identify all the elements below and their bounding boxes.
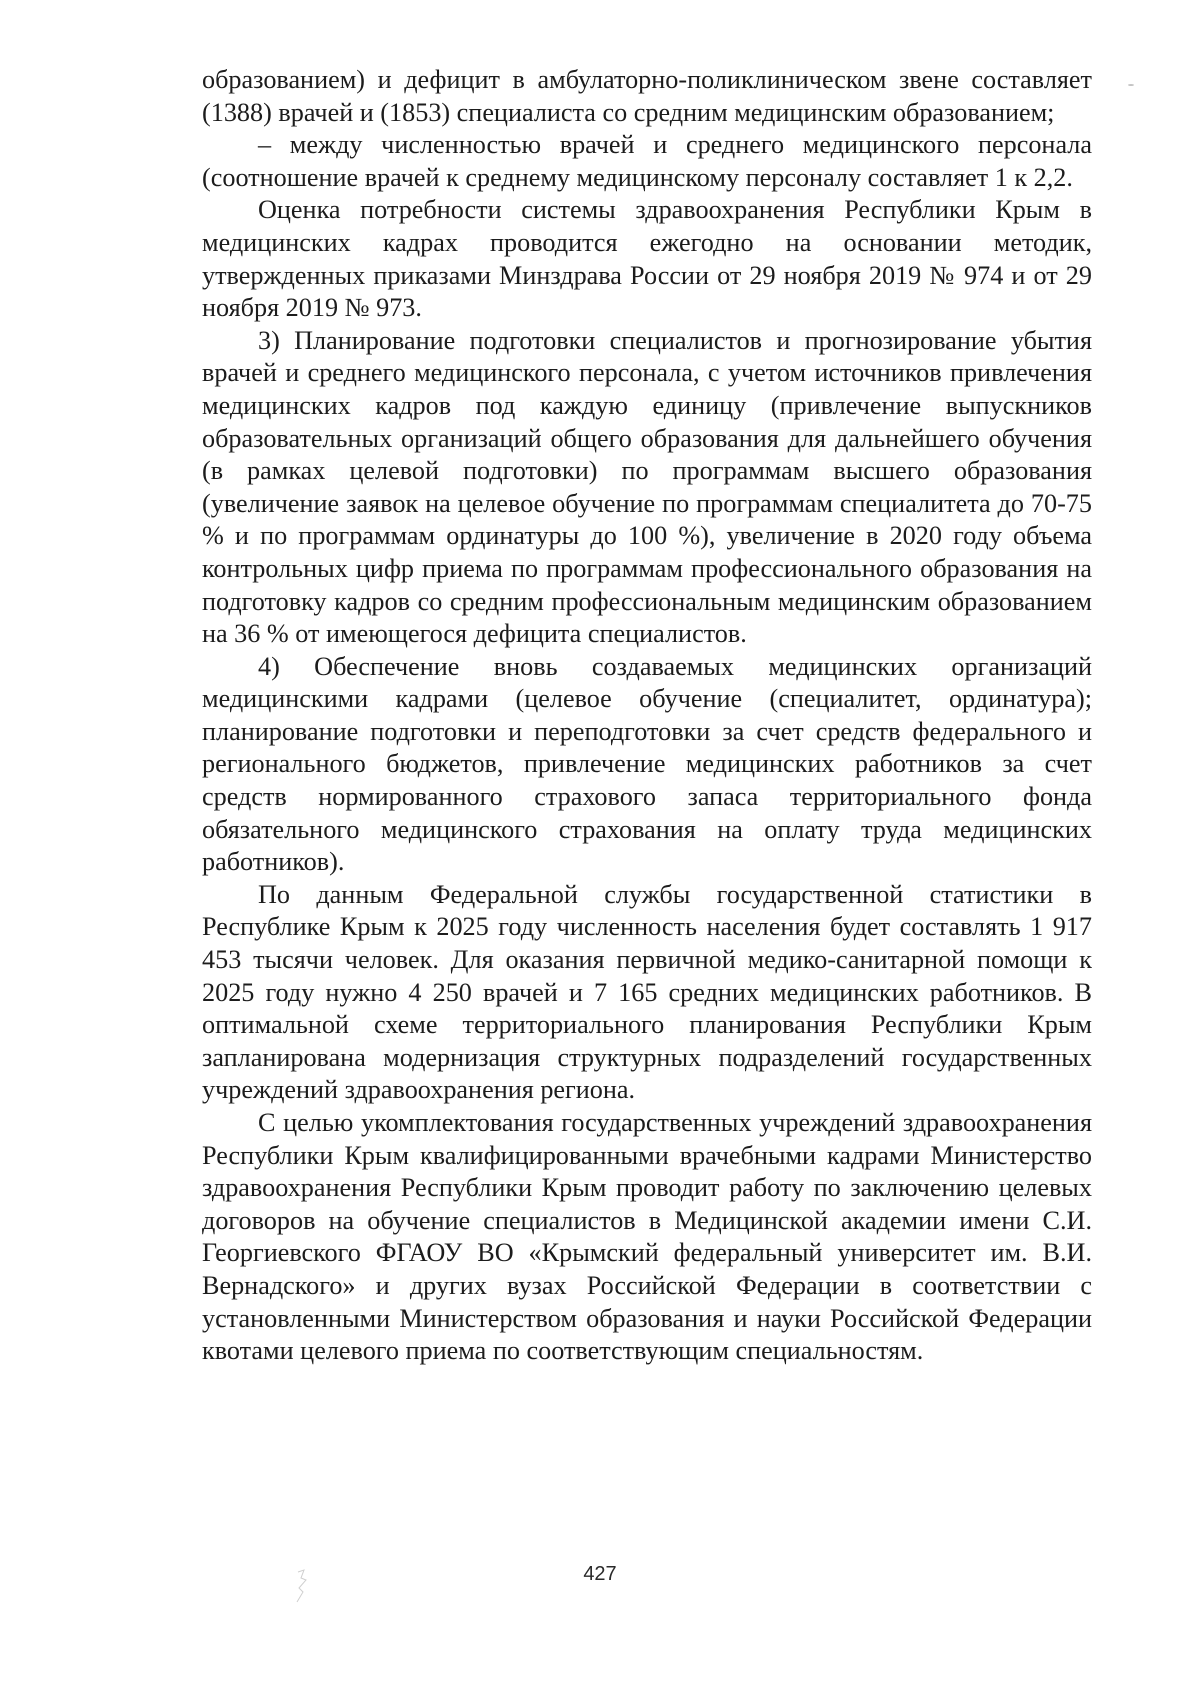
scan-speck <box>1128 84 1134 86</box>
paragraph-targeted-training: С целью укомплектования государственных учреждений здравоохранения Республики Крым квалифицированными врачебными кадрами Министерство здравоохранения Республики Крым проводит работу по заключению целевых договоров на обучение специалистов в Медицинской академии имени С.И. Георгиевского ФГАОУ ВО «Крымский федеральный университет им. В.И. Вернадского» и других вузах Российской Федерации в соответствии с установленными Министерством образования и науки Российской Федерации квотами целевого приема по соответствующим специальностям. <box>202 1108 1092 1366</box>
scan-smudge <box>292 1568 312 1608</box>
paragraph-continuation: образованием) и дефицит в амбулаторно-поликлиническом звене составляет (1388) врачей и (1853) специалиста со средним медицинским образованием; <box>202 65 1092 127</box>
paragraph-item-4: 4) Обеспечение вновь создаваемых медицинских организаций медицинскими кадрами (целевое обучение (специалитет, ординатура); планирование подготовки и переподготовки за счет средств федерального и регионального бюджетов, привлечение медицинских работников за счет средств нормированного страхового запаса территориального фонда обязательного медицинского страхования на оплату труда медицинских работников). <box>202 651 1092 877</box>
page-number: 427 <box>583 1563 617 1585</box>
paragraph-assessment: Оценка потребности системы здравоохранения Республики Крым в медицинских кадрах проводится ежегодно на основании методик, утвержденных приказами Минздрава России от 29 ноября 2019 № 974 и от 29 ноября 2019 № 973. <box>202 195 1092 323</box>
paragraph-item-3: 3) Планирование подготовки специалистов и прогнозирование убытия врачей и среднего медицинского персонала, с учетом источников привлечения медицинских кадров под каждую единицу (привлечение выпускников образовательных организаций общего образования для дальнейшего обучения (в рамках целевой подготовки) по программам высшего образования (увеличение заявок на целевое обучение по программам специалитета до 70-75 % и по программам ординатуры до 100 %), увеличение в 2020 году объема контрольных цифр приема по программам профессионального образования на подготовку кадров со средним профессиональным медицинским образованием на 36 % от имеющегося дефицита специалистов. <box>202 325 1092 649</box>
paragraph-ratio: – между численностью врачей и среднего медицинского персонала (соотношение врачей к среднему медицинскому персоналу составляет 1 к 2,2. <box>202 130 1092 192</box>
paragraph-statistics: По данным Федеральной службы государственной статистики в Республике Крым к 2025 году численность населения будет составлять 1 917 453 тысячи человек. Для оказания первичной медико-санитарной помощи к 2025 году нужно 4 250 врачей и 7 165 средних медицинских работников. В оптимальной схеме территориального планирования Республики Крым запланирована модернизация структурных подразделений государственных учреждений здравоохранения региона. <box>202 879 1092 1105</box>
document-body <box>202 64 1092 1368</box>
